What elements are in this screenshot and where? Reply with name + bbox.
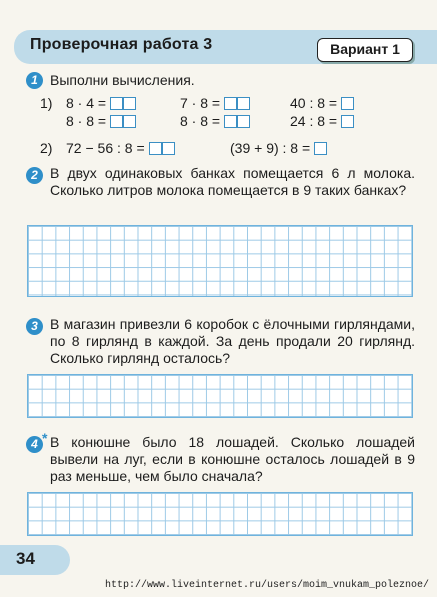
answer-box[interactable] <box>224 97 237 110</box>
variant-badge: Вариант 1 <box>317 38 413 62</box>
answer-box[interactable] <box>341 97 354 110</box>
task2-text: В двух одинаковых банках помещается 6 л молока. Сколько литров молока помещается в 9 таких банках? <box>50 165 415 198</box>
answer-box[interactable] <box>341 115 354 128</box>
answer-box[interactable] <box>237 115 250 128</box>
expr-2c: 24 : 8 = <box>290 113 354 130</box>
answer-box[interactable] <box>149 142 162 155</box>
task4-star: * <box>42 430 48 446</box>
expr-1a: 8 · 4 = <box>66 95 136 112</box>
expr-3b: (39 + 9) : 8 = <box>230 140 327 157</box>
expr-3a: 72 − 56 : 8 = <box>66 140 175 157</box>
task1-row1-prefix: 1) <box>40 95 53 111</box>
answer-box[interactable] <box>123 115 136 128</box>
page-title: Проверочная работа 3 <box>30 36 213 53</box>
task-number-1: 1 <box>26 72 43 89</box>
source-url: http://www.liveinternet.ru/users/moim_vnukam_poleznoe/ <box>104 580 429 591</box>
answer-box[interactable] <box>110 97 123 110</box>
answer-box[interactable] <box>237 97 250 110</box>
expr-1c: 40 : 8 = <box>290 95 354 112</box>
answer-grid-4[interactable] <box>27 492 413 536</box>
answer-box[interactable] <box>224 115 237 128</box>
answer-grid-3[interactable] <box>27 374 413 418</box>
expr-1b: 7 · 8 = <box>180 95 250 112</box>
page-number-bar <box>0 545 70 575</box>
expr-2b: 8 · 8 = <box>180 113 250 130</box>
expr-2a: 8 · 8 = <box>66 113 136 130</box>
page-number: 34 <box>16 549 35 568</box>
task-number-3: 3 <box>26 318 43 335</box>
task3-text: В магазин привезли 6 коробок с ёлочными гирляндами, по 8 гирлянд в каждой. За день продали 20 гирлянд. Сколько гирлянд осталось? <box>50 316 415 366</box>
task-number-4: 4 <box>26 436 43 453</box>
task1-prompt: Выполни вычисления. <box>50 72 195 88</box>
task4-text: В конюшне было 18 лошадей. Сколько лошадей вывели на луг, если в конюшне осталось лошадей в 9 раз меньше, чем было сначала? <box>50 434 415 484</box>
answer-grid-2[interactable] <box>27 225 413 297</box>
task1-row2-prefix: 2) <box>40 140 53 156</box>
answer-box[interactable] <box>162 142 175 155</box>
answer-box[interactable] <box>123 97 136 110</box>
answer-box[interactable] <box>314 142 327 155</box>
answer-box[interactable] <box>110 115 123 128</box>
task-number-2: 2 <box>26 167 43 184</box>
